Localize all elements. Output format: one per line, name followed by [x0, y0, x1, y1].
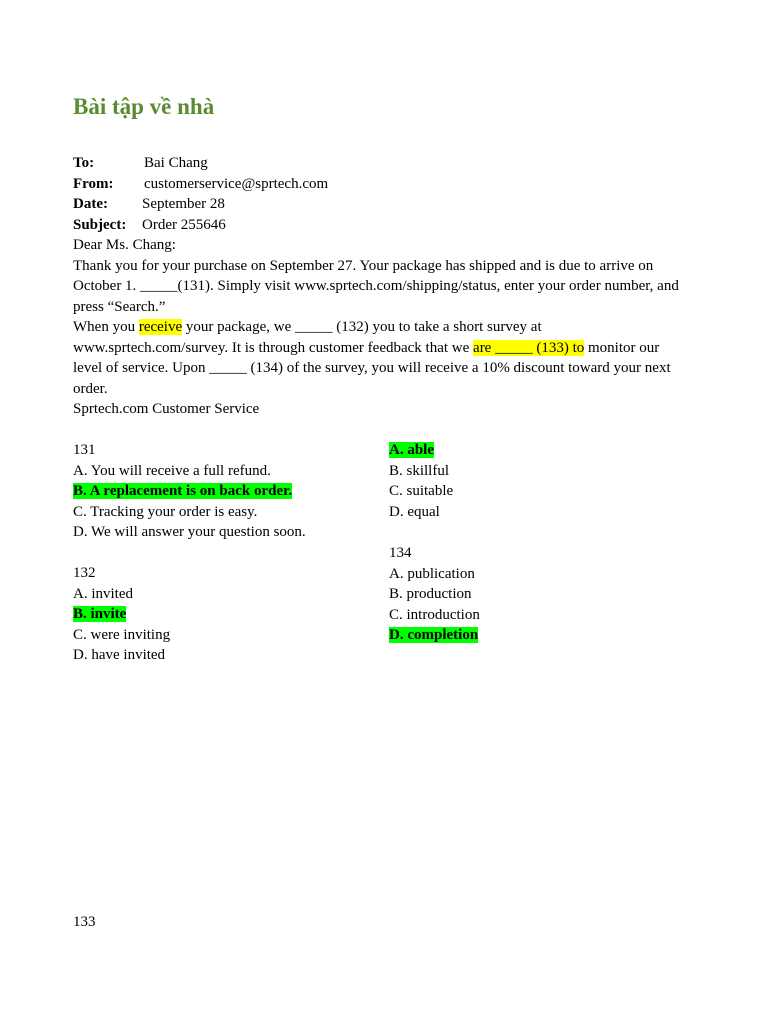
option-b: B. skillful: [389, 462, 450, 479]
question-133-options: [389, 440, 453, 522]
subject-value: Order 255646: [142, 216, 226, 233]
answer-highlight: A. able: [389, 442, 434, 458]
greeting: Dear Ms. Chang:: [73, 237, 176, 253]
p2-text-c: monitor our level of service. Upon _____ (134) of the survey, you will receive a 10% discount toward your next order.: [73, 339, 671, 397]
subject-label: Subject:: [73, 216, 127, 233]
p2-highlight-133: are _____ (133) to: [473, 339, 585, 356]
question-number: 131: [73, 442, 96, 458]
paragraph-2: [73, 317, 688, 399]
letter-body: [73, 235, 688, 420]
option-b: [73, 481, 306, 502]
option-c: C. were inviting: [73, 626, 171, 643]
page-title: Bài tập về nhà: [73, 94, 215, 119]
option-b: B. production: [389, 586, 472, 602]
from-label: From:: [73, 175, 114, 192]
p2-highlight-receive: receive: [138, 319, 183, 335]
p2-text-b: your package, we _____ (132) you to take a short survey at www.sprtech.com/survey. It is through customer feedback that we: [73, 319, 542, 356]
date-label: Date:: [73, 196, 108, 212]
answer-highlight: D. completion: [389, 627, 479, 643]
question-number: 132: [73, 565, 96, 581]
option-c: C. Tracking your order is easy.: [73, 503, 258, 520]
option-c: C. introduction: [389, 606, 480, 623]
option-a: A. invited: [73, 585, 133, 602]
option-d: [389, 625, 480, 646]
option-d: D. We will answer your question soon.: [73, 524, 306, 540]
p2-text-a: When you: [73, 319, 139, 335]
question-133-number: 133: [73, 914, 96, 930]
option-d: D. equal: [389, 503, 440, 520]
option-d: D. have invited: [73, 647, 166, 663]
option-c: C. suitable: [389, 483, 454, 499]
email-header: [73, 153, 688, 235]
option-a: [389, 440, 453, 461]
option-a: A. You will receive a full refund.: [73, 462, 271, 479]
answer-highlight: B. A replacement is on back order.: [73, 483, 293, 499]
date-value: September 28: [142, 196, 225, 212]
to-row: [73, 153, 688, 174]
paragraph-1: Thank you for your purchase on September 27. Your package has shipped and is due to arrive on October 1. _____(131). Simply visit www.sprtech.com/shipping/status, enter your order number, and press “Search.”: [73, 257, 679, 315]
question-number: 134: [389, 545, 412, 561]
date-row: [73, 194, 688, 215]
from-value: customerservice@sprtech.com: [144, 175, 329, 192]
option-b: [73, 604, 170, 625]
question-134: [389, 543, 480, 646]
question-132: [73, 563, 170, 666]
signature: Sprtech.com Customer Service: [73, 401, 260, 417]
question-131: [73, 440, 306, 543]
to-value: Bai Chang: [144, 155, 208, 171]
subject-row: [73, 215, 688, 236]
answer-highlight: B. invite: [73, 606, 127, 622]
option-a: A. publication: [389, 565, 475, 582]
from-row: [73, 174, 688, 195]
to-label: To:: [73, 155, 95, 171]
